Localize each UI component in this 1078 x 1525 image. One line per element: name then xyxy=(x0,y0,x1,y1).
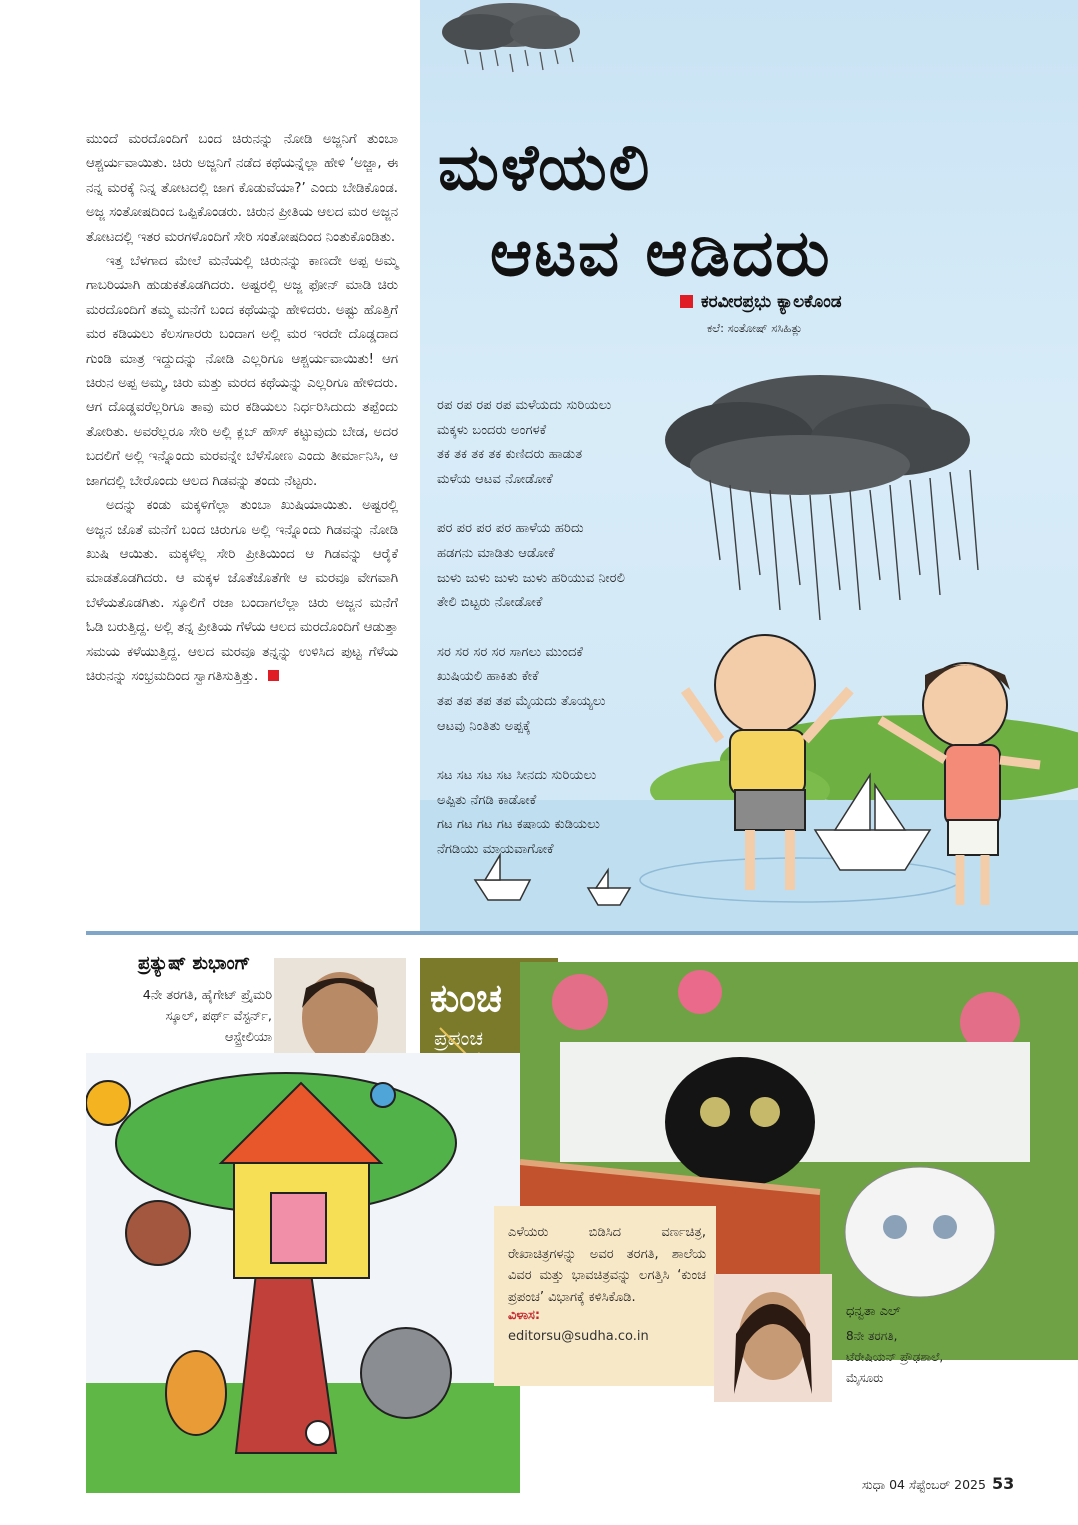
poem-line: ರಪ ರಪ ರಪ ರಪ ಮಳೆಯದು ಸುರಿಯಲು xyxy=(437,398,612,413)
artist1-info-line: ಆಸ್ಟ್ರೇಲಿಯಾ xyxy=(224,1030,272,1045)
poem-line: ಸಟ ಸಟ ಸಟ ಸಟ ಸೀನದು ಸುರಿಯಲು xyxy=(437,768,597,784)
child-drawing-treehouse xyxy=(86,1053,520,1493)
poem-line: ಗಟ ಗಟ ಗಟ ಗಟ ಕಷಾಯ ಕುಡಿಯಲು xyxy=(437,817,600,833)
poem-title-line-1: ಮಳೆಯಲಿ xyxy=(438,131,652,205)
artist1-info xyxy=(86,985,272,1048)
poem-author xyxy=(680,292,842,312)
artist2-info xyxy=(846,1326,943,1389)
artist1-info-line: ಸ್ಕೂಲ್, ಪರ್ಥ್ ವೆಸ್ಟರ್ನ್, xyxy=(165,1009,272,1024)
artist2-info-line: 8ನೇ ತರಗತಿ, xyxy=(846,1329,898,1343)
artist1-info-line: 4ನೇ ತರಗತಿ, ಹೈಗೇಟ್ ಪ್ರೈಮರಿ xyxy=(142,988,272,1003)
poem-title xyxy=(438,125,998,297)
artist2-name: ಧನ್ವತಾ ಎಲ್ xyxy=(846,1304,901,1319)
artist2-info-line: ಮೈಸೂರು xyxy=(846,1371,884,1385)
story-paragraph-3-text: ಅದನ್ನು ಕಂಡು ಮಕ್ಕಳಿಗೆಲ್ಲಾ ತುಂಬಾ ಖುಷಿಯಾಯಿತು. ಅಷ್ಟರಲ್ಲಿ ಅಜ್ಜನ ಜೊತೆ ಮನೆಗೆ ಬಂದ ಚಿರುಗೂ ಅಲ್ಲಿ ಇನ್ನೊಂದು ಗಿಡವನ್ನು ನೋಡಿ ಖುಷಿ ಆಯಿತು. ಮಕ್ಕಳೆಲ್ಲ ಸೇರಿ ಪ್ರೀತಿಯಿಂದ ಆ ಗಿಡವನ್ನು ಆರೈಕೆ ಮಾಡತೊಡಗಿದರು. ಆ ಮಕ್ಕಳ ಜೊತೆಜೊತೆಗೇ ಆ ಮರವೂ ವೇಗವಾಗಿ ಬೆಳೆಯತೊಡಗಿತು. ಸ್ಕೂಲಿಗೆ ರಜಾ ಬಂದಾಗಲೆಲ್ಲಾ ಚಿರು ಅಜ್ಜನ ಮನೆಗೆ ಓಡಿ ಬರುತ್ತಿದ್ದ. ಅಲ್ಲಿ ತನ್ನ ಪ್ರೀತಿಯ ಗೆಳೆಯ ಆಲದ ಮರದೊಂದಿಗೆ ಆಡುತ್ತಾ ಸಮಯ ಕಳೆಯುತ್ತಿದ್ದ. ಆಲದ ಮರವೂ ತನ್ನನ್ನು ಉಳಿಸಿದ ಪುಟ್ಟ ಗೆಳೆಯ ಚಿರುನನ್ನು ಸಂಭ್ರಮದಿಂದ ಸ್ವಾಗತಿಸುತ್ತಿತ್ತು. xyxy=(86,498,398,684)
story-paragraph-3 xyxy=(86,494,398,689)
poem-line: ಮಕ್ಕಳು ಬಂದರು ಅಂಗಳಕೆ xyxy=(437,422,547,438)
badge-word-2: ಪ್ರಪಂಚ xyxy=(434,1026,484,1050)
page-footer xyxy=(862,1474,1014,1493)
big-rain-cloud-icon xyxy=(665,375,978,620)
poem-stanza-2 xyxy=(437,517,697,615)
poem-line: ಅಪ್ಪಿತು ನೆಗಡಿ ಕಾಡೋಕೆ xyxy=(437,792,537,808)
story-paragraph-2: ಇತ್ತ ಬೆಳಗಾದ ಮೇಲೆ ಮನೆಯಲ್ಲಿ ಚಿರುನನ್ನು ಕಾಣದೇ ಅಪ್ಪ ಅಮ್ಮ ಗಾಬರಿಯಾಗಿ ಹುಡುಕತೊಡಗಿದರು. ಅಷ್ಟರಲ್ಲಿ ಅಜ್ಜ ಫೋನ್ ಮಾಡಿ ಚಿರು ಮರದೊಂದಿಗೆ ತಮ್ಮ ಮನೆಗೆ ಬಂದ ಕಥೆಯನ್ನು ಹೇಳಿದರು. ಅಷ್ಟು ಹೊತ್ತಿಗೆ ಮರ ಕಡಿಯಲು ಕೆಲಸಗಾರರು ಬಂದಾಗ ಅಲ್ಲಿ ಮರ ಇರದೇ ದೊಡ್ಡದಾದ ಗುಂಡಿ ಮಾತ್ರ ಇದ್ದುದನ್ನು ನೋಡಿ ಎಲ್ಲರಿಗೂ ಆಶ್ಚರ್ಯವಾಯಿತು! ಆಗ ಚಿರುನ ಅಪ್ಪ ಅಮ್ಮ, ಚಿರು ಮತ್ತು ಮರದ ಕಥೆಯನ್ನು ಎಲ್ಲರಿಗೂ ಹೇಳಿದರು. ಆಗ ದೊಡ್ಡವರೆಲ್ಲರಿಗೂ ತಾವು ಮರ ಕಡಿಯಲು ನಿರ್ಧರಿಸಿದುದು ತಪ್ಪೆಂದು ತೋರಿತು. ಅವರೆಲ್ಲರೂ ಸೇರಿ ಅಲ್ಲಿ ಕ್ಲಬ್ ಹೌಸ್ ಕಟ್ಟುವುದು ಬೇಡ, ಅದರ ಬದಲಿಗೆ ಅಲ್ಲಿ ಇನ್ನೊಂದು ಮರವನ್ನೇ ಬೆಳೆಸೋಣ ಎಂದು ತೀರ್ಮಾನಿಸಿ, ಆ ಜಾಗದಲ್ಲಿ ಬೇರೊಂದು ಆಲದ ಗಿಡವನ್ನು ತಂದು ನೆಟ್ಟರು. xyxy=(86,254,398,489)
page-number: 53 xyxy=(991,1474,1015,1493)
poem-line: ತಕ ತಕ ತಕ ತಕ ಕುಣಿದರು ಹಾಡುತ xyxy=(437,447,583,463)
poem-line: ನೆಗಡಿಯು ಮಾಯವಾಗೋಕೆ xyxy=(437,841,554,857)
poem-line: ತೇಲಿ ಬಿಟ್ಟರು ನೋಡೋಕೆ xyxy=(437,595,543,611)
address-label: ವಿಳಾಸ: xyxy=(508,1308,541,1323)
artist2-info-line: ಟೆರೇಷಿಯನ್ ಪ್ರೌಢಶಾಲೆ, xyxy=(846,1350,944,1364)
small-rain-cloud-icon xyxy=(442,3,580,72)
end-mark-icon xyxy=(268,670,279,681)
poem-title-line-2: ಆಟವ ಆಡಿದರು xyxy=(490,217,832,291)
story-paragraph-1: ಮುಂದೆ ಮರದೊಂದಿಗೆ ಬಂದ ಚಿರುನನ್ನು ನೋಡಿ ಅಜ್ಜನಿಗೆ ತುಂಬಾ ಆಶ್ಚರ್ಯವಾಯಿತು. ಚಿರು ಅಜ್ಜನಿಗೆ ನಡೆದ ಕಥೆಯನ್ನೆಲ್ಲಾ ಹೇಳಿ ‘ಅಜ್ಜಾ, ಈ ನನ್ನ ಮರಕ್ಕೆ ನಿನ್ನ ತೋಟದಲ್ಲಿ ಜಾಗ ಕೊಡುವೆಯಾ?’ ಎಂದು ಬೇಡಿಕೊಂಡ. ಅಜ್ಜ ಸಂತೋಷದಿಂದ ಒಪ್ಪಿಕೊಂಡರು. ಚಿರುನ ಪ್ರೀತಿಯ ಆಲದ ಮರ ಅಜ್ಜನ ತೋಟದಲ್ಲಿ ಇತರ ಮರಗಳೊಂದಿಗೆ ಸೇರಿ ಸಂತೋಷದಿಂದ ನಿಂತುಕೊಂಡಿತು. xyxy=(86,132,398,245)
section-divider xyxy=(86,931,1078,935)
poem-line: ಮಳೆಯ ಆಟವ ನೋಡೋಕೆ xyxy=(437,471,553,487)
poem-line: ಹಡಗನು ಮಾಡಿತು ಆಡೋಕೆ xyxy=(437,545,555,561)
art-credit: ಕಲೆ: ಸಂತೋಷ್ ಸಸಿಹಿತ್ಲು xyxy=(707,321,803,335)
poem-line: ಖುಷಿಯಲಿ ಹಾಕಿತು ಕೇಕೆ xyxy=(437,669,539,685)
poem-line: ಪರ ಪರ ಪರ ಪರ ಹಾಳೆಯ ಹರಿದು xyxy=(437,521,584,537)
poem-line: ಜುಳು ಜುಳು ಜುಳು ಜುಳು ಹರಿಯುವ ನೀರಲಿ xyxy=(437,570,625,586)
artist1-name: ಪ್ರತ್ಯುಷ್ ಶುಭಾಂಗ್ xyxy=(138,953,251,974)
submission-info-text: ಎಳೆಯರು ಬಿಡಿಸಿದ ವರ್ಣಚಿತ್ರ, ರೇಖಾಚಿತ್ರಗಳನ್ನು ಅವರ ತರಗತಿ, ಶಾಲೆಯ ವಿವರ ಮತ್ತು ಭಾವಚಿತ್ರವನ್ನು ಲಗತ್ತಿಸಿ ‘ಕುಂಚ ಪ್ರಪಂಚ’ ವಿಭಾಗಕ್ಕೆ ಕಳಿಸಿಕೊಡಿ. xyxy=(508,1225,706,1305)
submission-email[interactable]: editorsu@sudha.co.in xyxy=(508,1329,649,1344)
poem-stanza-3 xyxy=(437,641,697,739)
poem-line: ಸರ ಸರ ಸರ ಸರ ಸಾಗಲು ಮುಂದಕೆ xyxy=(437,644,583,660)
poem-stanza-4 xyxy=(437,764,697,862)
poem-stanza-1 xyxy=(437,394,697,492)
artist2-photo xyxy=(714,1274,832,1402)
poem-author-name: ಕರವೀರಪ್ರಭು ಕ್ಯಾಲಕೊಂಡ xyxy=(701,292,842,312)
story-column xyxy=(86,128,398,689)
badge-word-1: ಕುಂಚ xyxy=(430,976,502,1020)
issue-label: ಸುಧಾ 04 ಸೆಪ್ಟೆಂಬರ್ 2025 xyxy=(862,1477,986,1492)
author-marker-icon xyxy=(680,295,693,308)
poem-line: ಆಟವು ನಿಂತಿತು ಅಪ್ಪಕ್ಕೆ xyxy=(437,718,531,734)
poem-body xyxy=(437,394,697,888)
poem-line: ತಪ ತಪ ತಪ ತಪ ಮೈಯದು ತೊಯ್ಯಲು xyxy=(437,693,606,709)
